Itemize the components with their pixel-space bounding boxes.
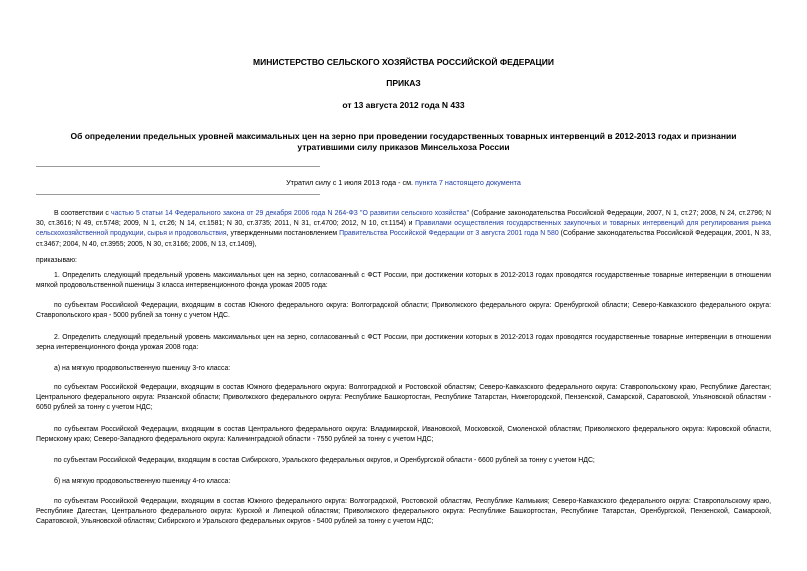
- paragraph-1: 1. Определить следующий предельный уровень максимальных цен на зерно, согласованный с ФСТ России, при достижении которых в 2012-2013 годах проводятся государственные товарные интервенции в отношении мягкой продовольственной пшеницы 3 класса интервенционного фонда урожая 2005 года:: [36, 272, 771, 290]
- paragraph-2a-regions-2: по субъектам Российской Федерации, входящим в состав Центрального федерального округа: Владимирской, Ивановской, Московской, Смоленской областям; Приволжского федерального округа: Кировской области, Пермскому краю; Северо-Западного федерального округа: Калининградской области - 7550 рублей за тонну с учетом НДС;: [36, 426, 771, 444]
- paragraph-1-regions: по субъектам Российской Федерации, входящим в состав Южного федерального округа: Волгоградской области; Приволжского федерального округа: Оренбургской области; Северо-Кавказского федерального округа: Ставропольского края - 5000 рублей за тонну с учетом НДС.: [36, 302, 771, 320]
- status-note: [36, 178, 771, 188]
- document-title: Об определении предельных уровней максимальных цен на зерно при проведении государственных товарных интервенций в 2012-2013 годах и признании утратившими силу приказов Минсельхоза России: [70, 131, 737, 152]
- preamble-text-1: В соответствии с: [54, 210, 111, 217]
- preamble-text-2: (Собрание законодательства Российской Федерации, 2007, N 1, ст.27; 2008, N 24, ст.2796; N 30, ст.3616; N 49, ст.5748; 2009, N 1, ст.26; N 14, ст.1581; N 30, ст.3735; 2011, N 31, ст.4700; 2012, N 10, ст.1154) и: [36, 210, 771, 228]
- preamble-text-3: , утвержденными постановлением: [226, 230, 340, 238]
- order-word: приказываю:: [36, 257, 77, 264]
- status-link[interactable]: пункта 7 настоящего документа: [415, 178, 521, 187]
- status-text: Утратил силу с 1 июля 2013 года - см.: [286, 178, 416, 187]
- preamble-text-4: (Собрание законодательства Российской Федерации, 2001, N 33, ст.3467; 2004, N 40, ст.3955; 2005, N 30, ст.3166; 2006, N 13, ст.1409),: [36, 230, 771, 248]
- paragraph-2b: б) на мягкую продовольственную пшеницу 4-го класса:: [54, 478, 231, 485]
- doc-type-heading: ПРИКАЗ: [386, 78, 421, 88]
- paragraph-2: 2. Определить следующий предельный уровень максимальных цен на зерно, согласованный с ФСТ России, при достижении которых в 2012-2013 годах проводятся государственные товарные интервенции в отношении зерна интервенционного фонда урожая 2008 года:: [36, 334, 771, 352]
- intervention-rules-link[interactable]: Правилами осуществления государственных закупочных и товарных интервенций для регулирования рынка сельскохозяйственной продукции, сырья и продовольствия: [36, 220, 771, 238]
- paragraph-2b-regions: по субъектам Российской Федерации, входящим в состав Южного федерального округа: Волгоградской, Ростовской областям, Республике Калмыкия; Северо-Кавказского федерального округа: Ставропольскому краю, Республике Дагестан, Центрального федерального округа: Курской и Липецкой областям; Приволжского федерального округа: Республике Башкортостан, Республике Татарстан, Оренбургской, Пензенской, Самарской, Саратовской, Ульяновской областям; Сибирского и Уральского федеральных округов - 5400 рублей за тонну с учетом НДС;: [36, 498, 771, 526]
- paragraph-2a-regions-3: по субъектам Российской Федерации, входящим в состав Сибирского, Уральского федеральных округов, и Оренбургской области - 6600 рублей за тонну с учетом НДС;: [54, 457, 595, 464]
- government-resolution-580-link[interactable]: Правительства Российской Федерации от 3 августа 2001 года N 580: [339, 230, 559, 238]
- separator-rule-top: [36, 166, 320, 167]
- date-number-heading: от 13 августа 2012 года N 433: [342, 100, 465, 110]
- paragraph-2a: а) на мягкую продовольственную пшеницу 3-го класса:: [54, 365, 231, 372]
- preamble-paragraph: [36, 209, 771, 250]
- paragraph-2a-regions-1: по субъектам Российской Федерации, входящим в состав Южного федерального округа: Волгоградской и Ростовской областям; Северо-Кавказского федерального округа: Ставропольскому краю, Республике Дагестан; Центрального федерального округа: Рязанской области; Приволжского федерального округа: Республике Башкортостан, Республике Татарстан, Нижегородской, Пензенской, Самарской, Саратовской, Ульяновской областям - 6050 рублей за тонну с учетом НДС;: [36, 384, 771, 412]
- document-page: [36, 0, 771, 571]
- ministry-heading: МИНИСТЕРСТВО СЕЛЬСКОГО ХОЗЯЙСТВА РОССИЙСКОЙ ФЕДЕРАЦИИ: [253, 57, 554, 67]
- separator-rule-bottom: [36, 194, 320, 195]
- law-264-fz-link[interactable]: частью 5 статьи 14 Федерального закона от 29 декабря 2006 года N 264-ФЗ "О развитии сельского хозяйства": [111, 210, 470, 217]
